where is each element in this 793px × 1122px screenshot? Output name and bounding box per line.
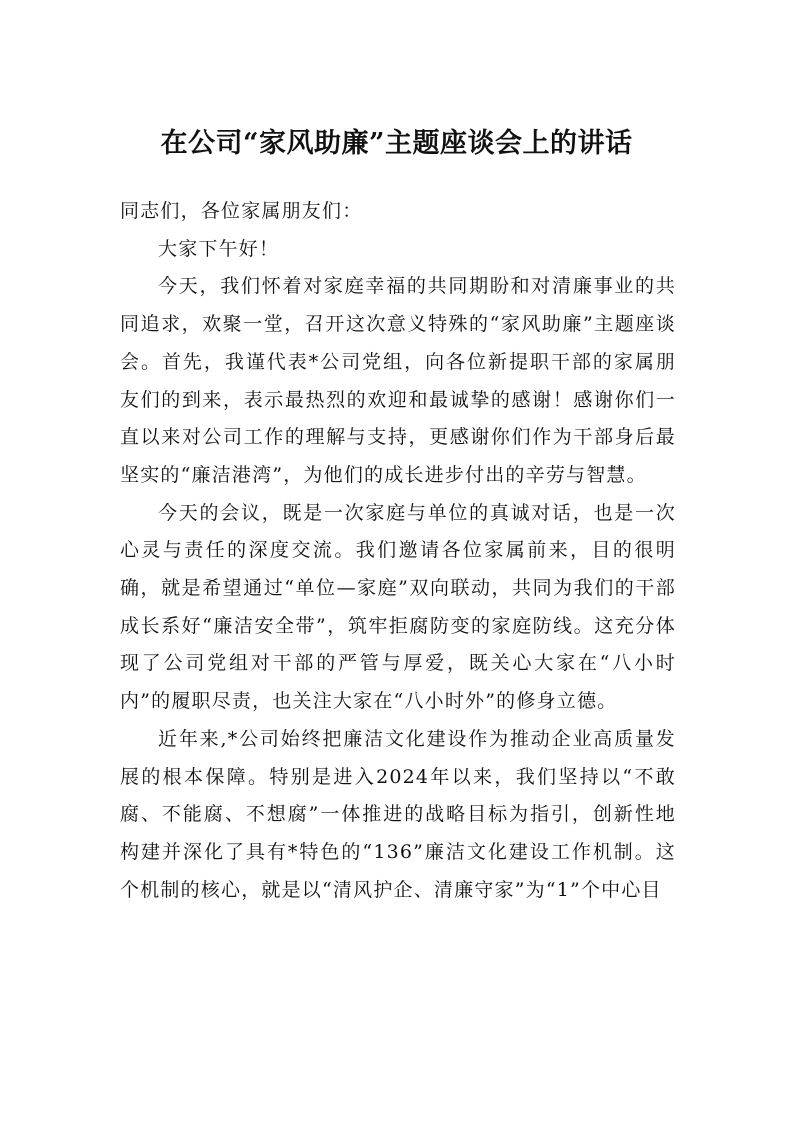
paragraph-3: 近年来,*公司始终把廉洁文化建设作为推动企业高质量发展的根本保障。特别是进入2024年以来，我们坚持以“不敢腐、不能腐、不想腐”一体推进的战略目标为指引，创新性地构建并深化了具有*特色的“136”廉洁文化建设工作机制。这个机制的核心，就是以“清风护企、清廉守家”为“1”个中心目 [120, 727, 676, 901]
paragraph-1: 今天，我们怀着对家庭幸福的共同期盼和对清廉事业的共同追求，欢聚一堂，召开这次意义特殊的“家风助廉”主题座谈会。首先，我谨代表*公司党组，向各位新提职干部的家属朋友们的到来，表示最热烈的欢迎和最诚挚的感谢！感谢你们一直以来对公司工作的理解与支持，更感谢你们作为干部身后最坚实的“廉洁港湾”，为他们的成长进步付出的辛劳与智慧。 [120, 275, 676, 486]
document-title: 在公司“家风助廉”主题座谈会上的讲话 [160, 128, 633, 159]
greeting: 大家下午好！ [158, 237, 280, 260]
document-body [120, 193, 676, 909]
salutation: 同志们，各位家属朋友们： [120, 200, 363, 222]
paragraph-2: 今天的会议，既是一次家庭与单位的真诚对话，也是一次心灵与责任的深度交流。我们邀请各位家属前来，目的很明确，就是希望通过“单位—家庭”双向联动，共同为我们的干部成长系好“廉洁安全带”，筑牢拒腐防变的家庭防线。这充分体现了公司党组对干部的严管与厚爱，既关心大家在“八小时内”的履职尽责，也关注大家在“八小时外”的修身立德。 [120, 501, 676, 713]
